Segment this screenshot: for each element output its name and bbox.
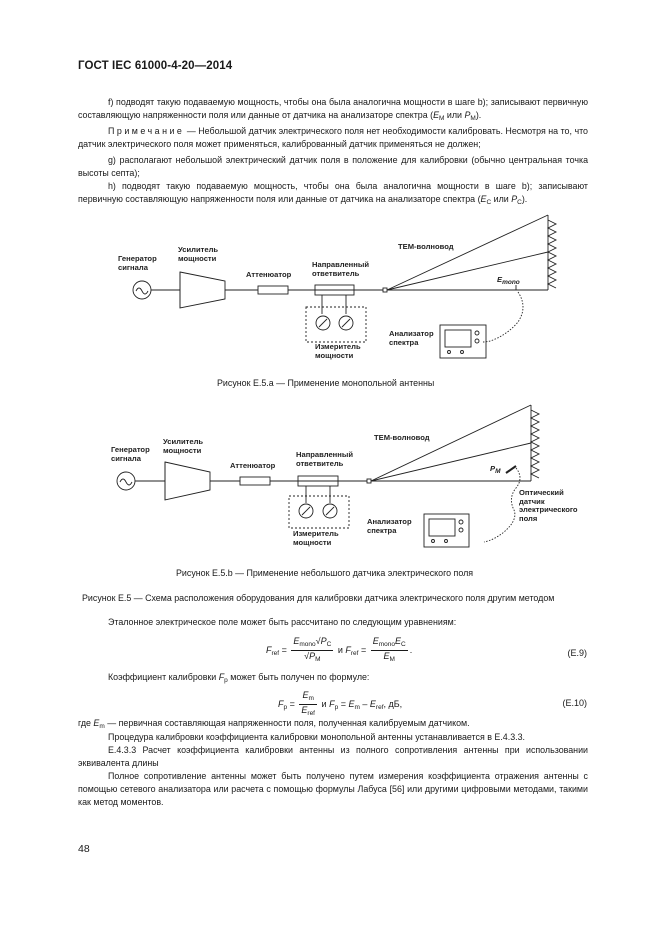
equation-e9: $F_{ref}$ = $\frac{E_{mono}√P_C}{√P_M}$ и $F_{ref}$ = $\frac{E_{mono}E_C}{E_M}$ . bbox=[266, 636, 413, 663]
tem-a-septum bbox=[387, 252, 548, 290]
cable-a bbox=[483, 292, 523, 342]
section-e433-heading: Е.4.3.3 Расчет коэффициента калибровки антенны из полного сопротивления антенны при использовании эквивалента длины bbox=[78, 745, 588, 768]
attenuator-b-label: Аттенюатор bbox=[230, 461, 276, 470]
analyzer-a-label: Анализатор спектра bbox=[389, 329, 434, 347]
generator-b-circle bbox=[117, 472, 135, 490]
equation-e10: $F_p$ = $\frac{E_m}{E_{ref}}$ и $F_p = E_m - E_{ref}$, дБ, bbox=[278, 690, 403, 717]
tem-a-label: ТЕМ-волновод bbox=[398, 242, 454, 251]
tem-a-top bbox=[387, 215, 548, 290]
tem-b-top bbox=[371, 405, 531, 481]
equation-intro: Эталонное электрическое поле может быть рассчитано по следующим уравнениям: bbox=[108, 617, 457, 627]
analyzer-b-label: Анализатор спектра bbox=[367, 517, 412, 535]
document-header: ГОСТ IEC 61000-4-20—2014 bbox=[78, 60, 233, 72]
sine-icon-a bbox=[136, 288, 148, 294]
amplifier-a-shape bbox=[180, 272, 225, 308]
tem-b-septum bbox=[371, 443, 531, 481]
coupler-a-label: Направленный ответвитель bbox=[312, 260, 369, 278]
absorber-a bbox=[548, 220, 556, 288]
optical-probe-label: Оптический датчик электрического поля bbox=[519, 488, 578, 523]
probe-b bbox=[506, 466, 516, 473]
amplifier-b-shape bbox=[165, 462, 210, 500]
amplifier-a-label: Усилитель мощности bbox=[178, 245, 219, 263]
tem-b-label: ТЕМ-волновод bbox=[374, 433, 430, 442]
equation-e10-number: (E.10) bbox=[562, 698, 587, 708]
emono-a-label: Emono bbox=[497, 275, 520, 286]
amplifier-b-label: Усилитель мощности bbox=[163, 437, 204, 455]
impedance-paragraph: Полное сопротивление антенны может быть получено путем измерения коэффициента отражения антенны с помощью сетевого анализатора или расчета с помощью формулы Лабуса [56] или другими цифровыми методами, такими как метод моментов. bbox=[78, 771, 588, 807]
step-g-paragraph: g) располагают небольшой электрический датчик поля в положение для калибровки (обычно центральная точка высоты септа); bbox=[78, 155, 588, 178]
cable-b bbox=[484, 468, 520, 542]
absorber-b bbox=[531, 410, 539, 478]
generator-a-circle bbox=[133, 281, 151, 299]
equation-e9-number: (E.9) bbox=[567, 648, 587, 658]
attenuator-b-box bbox=[240, 477, 270, 485]
attenuator-a-box bbox=[258, 286, 288, 294]
power-meter-a-box bbox=[306, 307, 366, 342]
power-meter-b-label: Измеритель мощности bbox=[293, 529, 339, 547]
where-paragraph: где $E_m$ — первичная составляющая напряженности поля, полученная калибруемым датчиком. bbox=[78, 718, 470, 730]
figure-b-caption: Рисунок Е.5.b — Применение небольшого датчика электрического поля bbox=[176, 568, 474, 578]
figure-a-caption: Рисунок Е.5.а — Применение монопольной антенны bbox=[217, 378, 435, 388]
page-number: 48 bbox=[78, 843, 90, 855]
power-meter-b-box bbox=[289, 496, 349, 528]
coupler-b-label: Направленный ответвитель bbox=[296, 450, 353, 468]
monopole-procedure-paragraph: Процедура калибровки коэффициента калибровки монопольной антенны устанавливается в Е.4.3.3. bbox=[108, 732, 525, 742]
generator-b-label: Генератор сигнала bbox=[111, 445, 150, 463]
coefficient-intro: Коэффициент калибровки $F_p$ может быть получен по формуле: bbox=[108, 672, 370, 684]
step-h-paragraph: h) подводят такую подаваемую мощность, чтобы она была аналогична мощности в шаге b); записывают первичную составляющую напряженности поля или данные от датчика на анализаторе спектра ($E_C$ или $P_C$). bbox=[78, 181, 588, 206]
generator-a-label: Генератор сигнала bbox=[118, 254, 157, 272]
attenuator-a-label: Аттенюатор bbox=[246, 270, 292, 279]
step-f-paragraph: f) подводят такую подаваемую мощность, чтобы она была аналогична мощности в шаге b); записывают первичную составляющую напряженности поля или данные от датчика на анализаторе спектра ($E_M$ или $P_M$). bbox=[78, 97, 588, 122]
figure-b-diagram bbox=[117, 405, 539, 547]
sine-icon-b bbox=[120, 479, 132, 485]
figure-a-diagram bbox=[133, 215, 556, 358]
pm-b-label: PM bbox=[490, 464, 501, 475]
figure-e5-caption: Рисунок Е.5 — Схема расположения оборудования для калибровки датчика электрического поля другим методом bbox=[82, 593, 555, 603]
note-paragraph: Примечание — Небольшой датчик электрического поля нет необходимости калибровать. Несмотря на то, что датчик электрического поля может применяться, калиброванный датчик применяться не должен; bbox=[78, 126, 588, 149]
power-meter-a-label: Измеритель мощности bbox=[315, 342, 361, 360]
